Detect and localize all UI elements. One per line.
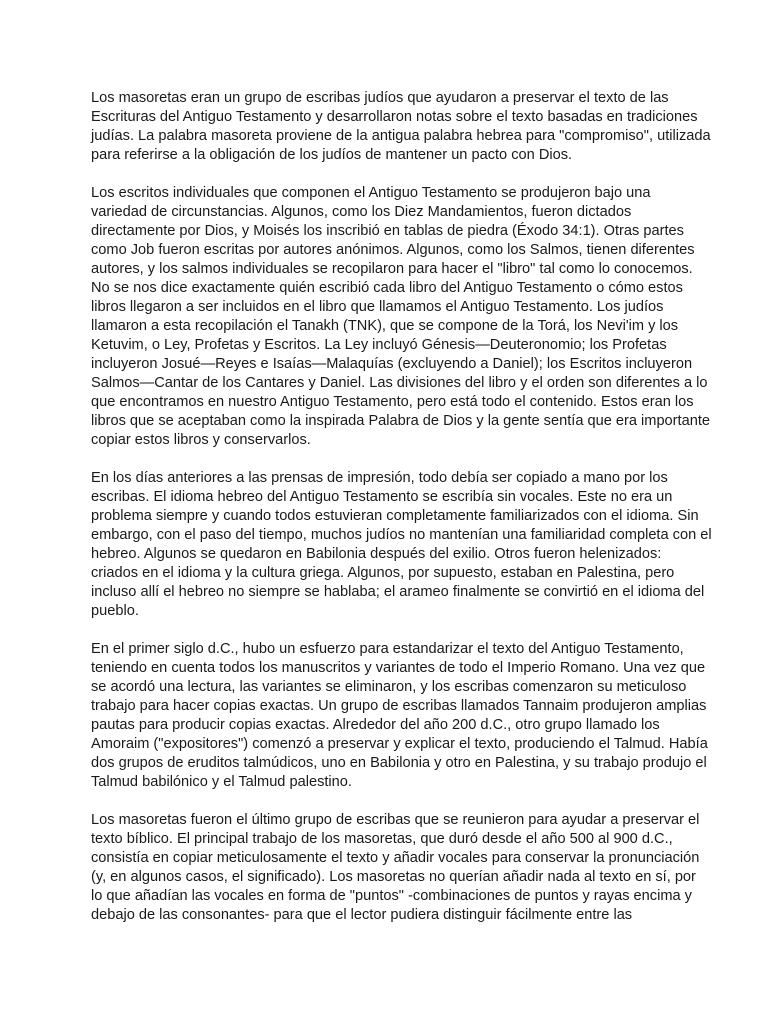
text-line: Los masoretas fueron el último grupo de escribas que se reunieron para ayudar a preservar el — [91, 812, 700, 828]
paragraph-1 — [91, 89, 711, 165]
paragraph-5 — [91, 811, 700, 925]
text-line: judías. La palabra masoreta proviene de la antigua palabra hebrea para "compromiso", utilizada — [91, 128, 711, 144]
text-line: problema siempre y cuando todos estuvieran completamente familiarizados con el idioma. Sin — [91, 508, 699, 524]
paragraph-4 — [91, 640, 708, 792]
text-line: para referirse a la obligación de los judíos de mantener un pacto con Dios. — [91, 147, 573, 163]
text-line: libros que se aceptaban como la inspirada Palabra de Dios y la gente sentía que era importante — [91, 413, 710, 429]
text-line: teniendo en cuenta todos los manuscritos y variantes de todo el Imperio Romano. Una vez que — [91, 660, 706, 676]
text-line: copiar estos libros y conservarlos. — [91, 432, 311, 448]
text-line: pueblo. — [91, 603, 139, 619]
text-line: (y, en algunos casos, el significado). Los masoretas no querían añadir nada al texto en sí, por — [91, 869, 696, 885]
text-line: se acordó una lectura, las variantes se eliminaron, y los escribas comenzaron su meticuloso — [91, 679, 687, 695]
text-line: dos grupos de eruditos talmúdicos, uno en Babilonia y otro en Palestina, y su trabajo produjo el — [91, 755, 707, 771]
text-line: Los escritos individuales que componen el Antiguo Testamento se produjeron bajo una — [91, 185, 651, 201]
text-line: que encontramos en nuestro Antiguo Testamento, pero está todo el contenido. Estos eran los — [91, 394, 694, 410]
text-line: como Job fueron escritas por autores anónimos. Algunos, como los Salmos, tienen diferentes — [91, 242, 695, 258]
text-line: embargo, con el paso del tiempo, muchos judíos no mantenían una familiaridad completa con el — [91, 527, 712, 543]
text-line: En los días anteriores a las prensas de impresión, todo debía ser copiado a mano por los — [91, 470, 668, 486]
text-line: trabajo para hacer copias exactas. Un grupo de escribas llamados Tannaim produjeron amplias — [91, 698, 707, 714]
text-line: consistía en copiar meticulosamente el texto y añadir vocales para conservar la pronunciación — [91, 850, 700, 866]
text-line: variedad de circunstancias. Algunos, como los Diez Mandamientos, fueron dictados — [91, 204, 632, 220]
text-line: lo que añadían las vocales en forma de "puntos" -combinaciones de puntos y rayas encima y — [91, 888, 692, 904]
text-line: No se nos dice exactamente quién escribió cada libro del Antiguo Testamento o cómo estos — [91, 280, 683, 296]
text-line: llamaron a esta recopilación el Tanakh (TNK), que se compone de la Torá, los Nevi'im y los — [91, 318, 679, 334]
text-line: Ketuvim, o Ley, Profetas y Escritos. La Ley incluyó Génesis—Deuteronomio; los Profetas — [91, 337, 667, 353]
text-line: pautas para producir copias exactas. Alrededor del año 200 d.C., otro grupo llamado los — [91, 717, 660, 733]
text-line: texto bíblico. El principal trabajo de los masoretas, que duró desde el año 500 al 900 d.C., — [91, 831, 673, 847]
text-line: criados en el idioma y la cultura griega. Algunos, por supuesto, estaban en Palestina, pero — [91, 565, 675, 581]
text-line: Talmud babilónico y el Talmud palestino. — [91, 774, 352, 790]
document-body — [91, 89, 712, 944]
text-line: Amoraim ("expositores") comenzó a preservar y explicar el texto, produciendo el Talmud. Había — [91, 736, 708, 752]
paragraph-2 — [91, 184, 710, 450]
text-line: Escrituras del Antiguo Testamento y desarrollaron notas sobre el texto basadas en tradiciones — [91, 109, 698, 125]
text-line: libros llegaron a ser incluidos en el libro que llamamos el Antiguo Testamento. Los judíos — [91, 299, 664, 315]
text-line: Los masoretas eran un grupo de escribas judíos que ayudaron a preservar el texto de las — [91, 90, 669, 106]
text-line: debajo de las consonantes- para que el lector pudiera distinguir fácilmente entre las — [91, 907, 633, 923]
text-line: En el primer siglo d.C., hubo un esfuerzo para estandarizar el texto del Antiguo Testamento, — [91, 641, 684, 657]
paragraph-3 — [91, 469, 712, 621]
text-line: incluyeron Josué—Reyes e Isaías—Malaquías (excluyendo a Daniel); los Escritos incluyeron — [91, 356, 693, 372]
text-line: autores, y los salmos individuales se recopilaron para hacer el "libro" tal como lo conocemos. — [91, 261, 693, 277]
text-line: directamente por Dios, y Moisés los inscribió en tablas de piedra (Éxodo 34:1). Otras partes — [91, 223, 684, 239]
text-line: incluso allí el hebreo no siempre se hablaba; el arameo finalmente se convirtió en el idioma del — [91, 584, 705, 600]
text-line: hebreo. Algunos se quedaron en Babilonia después del exilio. Otros fueron helenizados: — [91, 546, 662, 562]
text-line: Salmos—Cantar de los Cantares y Daniel. Las divisiones del libro y el orden son diferentes a lo — [91, 375, 708, 391]
text-line: escribas. El idioma hebreo del Antiguo Testamento se escribía sin vocales. Este no era un — [91, 489, 673, 505]
